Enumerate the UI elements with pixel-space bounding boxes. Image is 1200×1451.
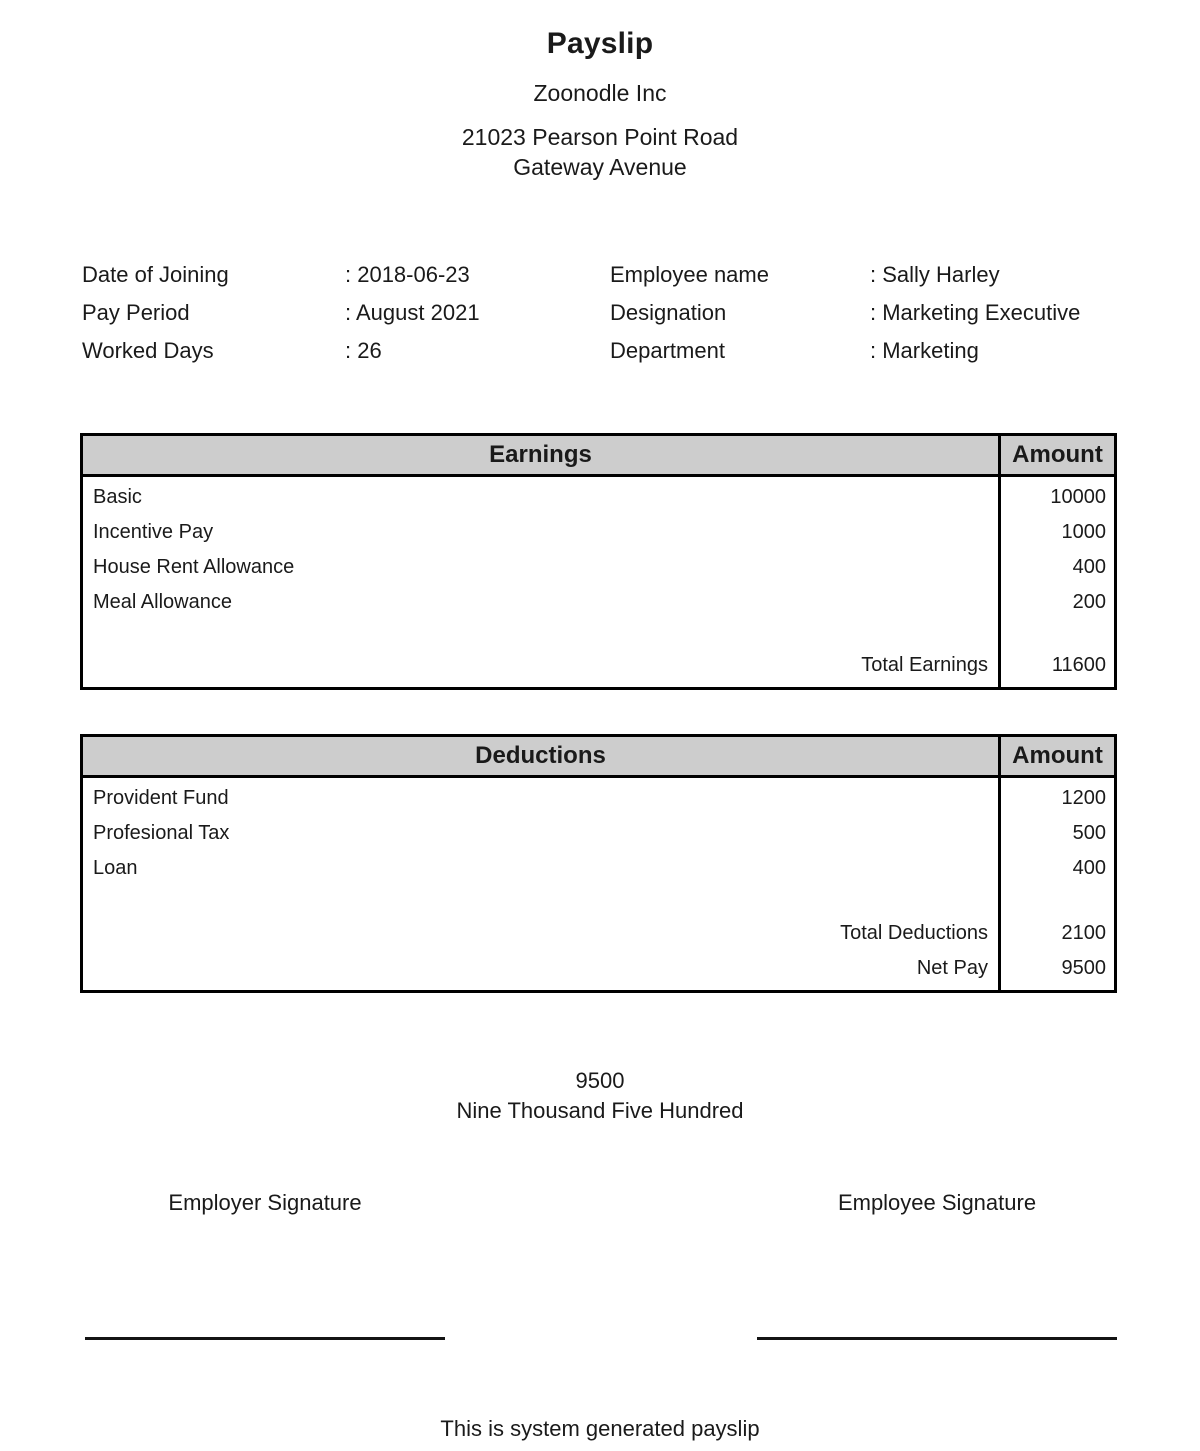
earnings-row-name: Meal Allowance — [93, 591, 232, 613]
company-name: Zoonodle Inc — [533, 80, 667, 106]
employee-info-section — [0, 256, 1200, 370]
deductions-table — [80, 734, 1117, 993]
earnings-row-amount: 10000 — [998, 477, 1114, 515]
earnings-amount-header-label: Amount — [998, 436, 1114, 474]
total-deductions-amount: 2100 — [998, 916, 1114, 951]
earnings-row-house-rent-allowance — [83, 550, 1114, 585]
page-title: Payslip — [546, 27, 654, 60]
deductions-row-amount: 1200 — [998, 778, 1114, 816]
info-row-employee-name — [610, 256, 1200, 294]
deductions-row-provident-fund — [83, 778, 1114, 816]
earnings-header-label: Earnings — [489, 441, 592, 468]
earnings-row-basic — [83, 477, 1114, 515]
deductions-total-row — [83, 916, 1114, 951]
net-pay-number: 9500 — [575, 1068, 625, 1093]
employee-signature-label: Employee Signature — [837, 1190, 1037, 1215]
total-deductions-label: Total Deductions — [840, 922, 988, 944]
worked-days-label: Worked Days — [82, 338, 214, 363]
address-line-1: 21023 Pearson Point Road — [461, 124, 739, 150]
pay-period-label: Pay Period — [82, 300, 190, 325]
footer-note: This is system generated payslip — [440, 1416, 760, 1441]
net-pay-amount: 9500 — [998, 951, 1114, 990]
total-earnings-amount: 11600 — [998, 648, 1114, 687]
deductions-table-header — [83, 737, 1114, 778]
earnings-total-row — [83, 648, 1114, 687]
worked-days-value: : 26 — [345, 338, 382, 363]
earnings-row-amount: 200 — [998, 585, 1114, 620]
deductions-row-loan — [83, 851, 1114, 886]
employer-signature-label: Employer Signature — [168, 1190, 362, 1215]
net-pay-row — [83, 951, 1114, 990]
date-of-joining-value: : 2018-06-23 — [345, 262, 470, 287]
net-pay-words: Nine Thousand Five Hundred — [456, 1098, 744, 1123]
deductions-row-name: Loan — [93, 857, 138, 879]
designation-value: : Marketing Executive — [870, 300, 1081, 325]
date-of-joining-label: Date of Joining — [82, 262, 229, 287]
department-label: Department — [610, 338, 725, 363]
deductions-row-profesional-tax — [83, 816, 1114, 851]
earnings-table-header — [83, 436, 1114, 477]
info-row-department — [610, 332, 1200, 370]
earnings-row-amount: 400 — [998, 550, 1114, 585]
deductions-row-amount: 400 — [998, 851, 1114, 886]
employee-info-right-column — [610, 256, 1200, 370]
employer-signature-line — [85, 1337, 445, 1340]
earnings-row-incentive-pay — [83, 515, 1114, 550]
employee-info-left-column — [82, 256, 610, 370]
deductions-row-amount: 500 — [998, 816, 1114, 851]
net-pay-summary — [0, 1066, 1200, 1126]
address-line-2: Gateway Avenue — [513, 154, 687, 180]
deductions-spacer-row — [83, 886, 1114, 916]
employee-name-value: : Sally Harley — [870, 262, 1000, 287]
earnings-table — [80, 433, 1117, 690]
signature-labels — [0, 1190, 1200, 1216]
earnings-row-name: Incentive Pay — [93, 521, 214, 543]
info-row-designation — [610, 294, 1200, 332]
company-address — [0, 122, 1200, 182]
earnings-row-name: House Rent Allowance — [93, 556, 295, 578]
employee-signature-line — [757, 1337, 1117, 1340]
earnings-row-name: Basic — [93, 486, 142, 508]
deductions-header-label: Deductions — [475, 742, 606, 769]
pay-period-value: : August 2021 — [345, 300, 480, 325]
deductions-row-name: Profesional Tax — [93, 822, 230, 844]
earnings-spacer-row — [83, 620, 1114, 648]
deductions-amount-header-label: Amount — [998, 737, 1114, 775]
total-earnings-label: Total Earnings — [861, 654, 988, 676]
earnings-row-meal-allowance — [83, 585, 1114, 620]
info-row-date-of-joining — [82, 256, 610, 294]
info-row-worked-days — [82, 332, 610, 370]
department-value: : Marketing — [870, 338, 979, 363]
signature-lines — [0, 1337, 1200, 1340]
earnings-row-amount: 1000 — [998, 515, 1114, 550]
designation-label: Designation — [610, 300, 727, 325]
deductions-row-name: Provident Fund — [93, 787, 229, 809]
net-pay-label: Net Pay — [916, 957, 988, 979]
employee-name-label: Employee name — [610, 262, 769, 287]
info-row-pay-period — [82, 294, 610, 332]
